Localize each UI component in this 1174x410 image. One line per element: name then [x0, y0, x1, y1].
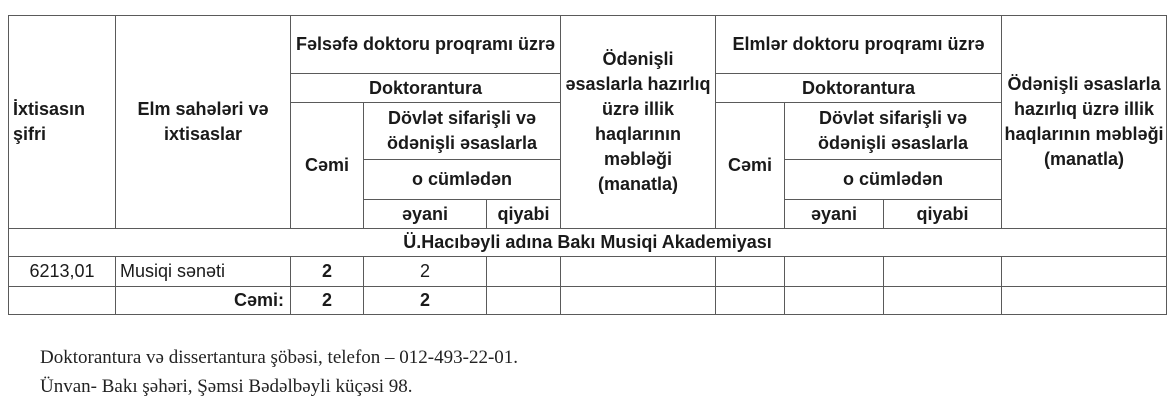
header-phd-state-paid: Dövlət sifarişli və ödənişli əsaslarla: [364, 103, 561, 160]
totals-row: [9, 287, 1167, 315]
header-phd-fee: Ödənişli əsaslarla hazırlıq üzrə illik haqlarının məbləği (manatla): [561, 16, 716, 229]
institution-row: Ü.Hacıbəyli adına Bakı Musiqi Akademiyası: [9, 229, 1167, 257]
row-dsc-total: [716, 257, 785, 287]
row-phd-total: 2: [291, 257, 364, 287]
row-dsc-parttime: [884, 257, 1002, 287]
totals-phd-parttime: [487, 287, 561, 315]
header-field: Elm sahələri və ixtisaslar: [116, 16, 291, 229]
header-dsc-fulltime: əyani: [785, 200, 884, 229]
header-phd-including: o cümlədən: [364, 160, 561, 200]
header-dsc-title: Elmlər doktoru proqramı üzrə: [716, 16, 1002, 74]
row-dsc-fee: [1002, 257, 1167, 287]
header-phd-fulltime: əyani: [364, 200, 487, 229]
header-code: İxtisasın şifri: [9, 16, 116, 229]
header-phd-title: Fəlsəfə doktoru proqramı üzrə: [291, 16, 561, 74]
admissions-table: [8, 15, 1167, 315]
header-dsc-including: o cümlədən: [785, 160, 1002, 200]
row-phd-fee: [561, 257, 716, 287]
header-phd-doctorantura: Doktorantura: [291, 74, 561, 103]
totals-phd-total: 2: [291, 287, 364, 315]
row-code: 6213,01: [9, 257, 116, 287]
header-phd-total: Cəmi: [291, 103, 364, 229]
header-dsc-fee: Ödənişli əsaslarla hazırlıq üzrə illik haqlarının məbləği (manatla): [1002, 16, 1167, 229]
header-dsc-doctorantura: Doktorantura: [716, 74, 1002, 103]
totals-dsc-total: [716, 287, 785, 315]
contact-footer: [40, 343, 518, 401]
totals-dsc-parttime: [884, 287, 1002, 315]
row-phd-fulltime: 2: [364, 257, 487, 287]
header-dsc-total: Cəmi: [716, 103, 785, 229]
totals-phd-fulltime: 2: [364, 287, 487, 315]
totals-label: Cəmi:: [116, 287, 291, 315]
header-dsc-state-paid: Dövlət sifarişli və ödənişli əsaslarla: [785, 103, 1002, 160]
department-phone-line: Doktorantura və dissertantura şöbəsi, telefon – 012-493-22-01.: [40, 347, 519, 368]
totals-dsc-fee: [1002, 287, 1167, 315]
table-row: [9, 257, 1167, 287]
row-field: Musiqi sənəti: [116, 257, 291, 287]
header-phd-parttime: qiyabi: [487, 200, 561, 229]
row-phd-parttime: [487, 257, 561, 287]
totals-phd-fee: [561, 287, 716, 315]
totals-code-empty: [9, 287, 116, 315]
row-dsc-fulltime: [785, 257, 884, 287]
header-dsc-parttime: qiyabi: [884, 200, 1002, 229]
address-line: Ünvan- Bakı şəhəri, Şəmsi Bədəlbəyli küçəsi 98.: [40, 376, 413, 397]
totals-dsc-fulltime: [785, 287, 884, 315]
